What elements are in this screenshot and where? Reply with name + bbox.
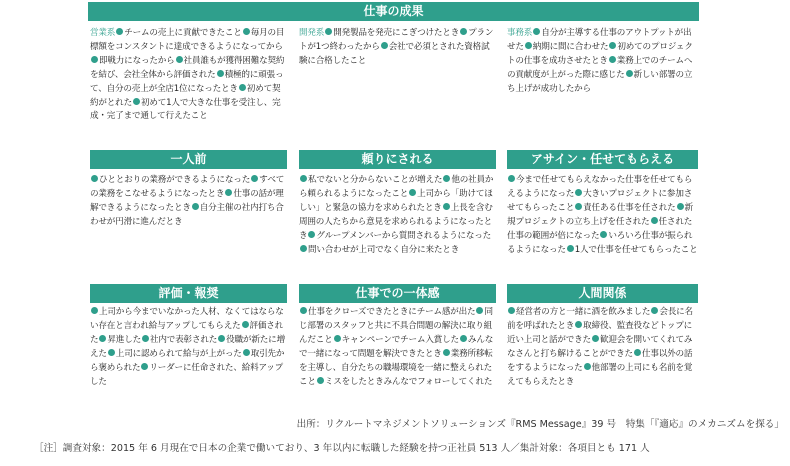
- bullet-icon: [308, 231, 315, 238]
- bullet-icon: [317, 377, 324, 384]
- bullet-icon: [239, 84, 246, 91]
- category-label: 開発系: [299, 28, 325, 38]
- bullet-icon: [609, 42, 616, 49]
- bullet-icon: [91, 175, 98, 182]
- item-text: 仕事以外の話をするようになった: [507, 348, 693, 373]
- item-text: 初めて契約がとれた: [90, 83, 281, 108]
- bullet-icon: [300, 175, 307, 182]
- item-text: 昇進した: [107, 334, 141, 345]
- item-text: 他の社員から頼られるようになったこと: [299, 175, 494, 199]
- item-text: 大きいプロジェクトに参加させてもらったこと: [507, 188, 693, 213]
- item-text: 初めてのプロジェクトの仕事を成功させたとき: [507, 41, 693, 66]
- item-text: 1人で仕事を任せてもらったこと: [574, 244, 698, 255]
- item-text: 同じ部署のスタッフと共に不具合問題の解決に取り組んだこと: [299, 307, 493, 345]
- bullet-icon: [651, 307, 658, 314]
- item-text: 評価された: [90, 320, 284, 345]
- category-label: 事務系: [507, 28, 533, 38]
- bullet-icon: [460, 28, 467, 35]
- bullet-icon: [525, 42, 532, 49]
- item-text: 上長を含む周囲の人たちから意見を求められるようになったとき: [299, 202, 493, 241]
- item-text: プラントが1つ終わったから: [299, 28, 494, 52]
- bullet-icon: [443, 175, 450, 182]
- item-text: 積極的に頑張って、自分の売上が全店1位になったとき: [90, 69, 284, 94]
- section-body-assigned: [507, 174, 698, 257]
- bullet-icon: [133, 98, 140, 105]
- item-text: 役職が新たに増えた: [90, 334, 285, 359]
- bullet-icon: [243, 28, 250, 35]
- item-text: 会社で必須とされた資格試験に合格したこと: [299, 41, 490, 66]
- bullet-icon: [443, 349, 450, 356]
- item-text: 新規プロジェクトの立ち上げを任された: [507, 202, 693, 227]
- item-text: 仕事をクローズできたときにチーム感が出た: [308, 307, 476, 317]
- bullet-icon: [225, 189, 232, 196]
- item-text: 上司に認められて給与が上がった: [115, 348, 242, 359]
- bullet-icon: [567, 245, 574, 252]
- bullet-icon: [634, 349, 641, 356]
- item-text: 毎月の目標額をコンスタントに達成できるようになってから: [90, 28, 285, 52]
- bullet-icon: [176, 56, 183, 63]
- bullet-icon: [91, 307, 98, 314]
- section-header-relied-on: 頼りにされる: [299, 150, 496, 169]
- item-text: チームの売上に貢献できたこと: [124, 28, 242, 38]
- item-text: グループメンバーから質問されるようになった: [316, 230, 492, 241]
- bullet-icon: [575, 189, 582, 196]
- bullet-icon: [651, 217, 658, 224]
- item-text: ミスをしたときみんなでフォローしてくれた: [324, 376, 493, 387]
- bullet-icon: [218, 335, 225, 342]
- bullet-icon: [575, 321, 582, 328]
- section-header-ichininmae: 一人前: [90, 150, 287, 169]
- item-text: 私でないと分からないことが増えた: [308, 175, 443, 185]
- item-text: 納期に間に合わせた: [532, 41, 609, 52]
- section-header-evaluation: 評価・報奨: [90, 284, 287, 303]
- section-header-unity: 仕事での一体感: [299, 284, 496, 303]
- results-office: [507, 27, 698, 97]
- source-citation: 出所：リクルートマネジメントソリューションズ『RMS Message』39 号 特集「『適応』のメカニズムを探る」: [296, 419, 784, 430]
- bullet-icon: [626, 70, 633, 77]
- item-text: キャンペーンでチーム入賞した: [341, 334, 459, 345]
- item-text: 初めて1人で大きな仕事を受注し、完成・完了まで通して行えたこと: [90, 97, 281, 122]
- item-text: 仕事の話が理解できるようになったとき: [90, 188, 284, 213]
- bullet-icon: [600, 231, 607, 238]
- bullet-icon: [108, 349, 115, 356]
- item-text: 今まで任せてもらえなかった仕事を任せてもらえるようになった: [507, 175, 693, 199]
- bullet-icon: [300, 307, 307, 314]
- item-text: すべての業務をこなせるようになったとき: [90, 175, 285, 199]
- bullet-icon: [508, 307, 515, 314]
- bullet-icon: [584, 363, 591, 370]
- bullet-icon: [243, 349, 250, 356]
- bullet-icon: [300, 245, 307, 252]
- bullet-icon: [141, 363, 148, 370]
- category-label: 営業系: [90, 28, 116, 38]
- bullet-icon: [508, 175, 515, 182]
- item-text: 会長に名前を呼ばれたとき: [507, 307, 693, 331]
- bullet-icon: [476, 307, 483, 314]
- item-text: 取引先から褒められた: [90, 348, 285, 373]
- section-body-ichininmae: [90, 174, 287, 230]
- results-header: 仕事の成果: [88, 2, 699, 21]
- bullet-icon: [575, 203, 582, 210]
- item-text: 自分が主導する仕事のアウトプットが出せた: [507, 28, 692, 52]
- bullet-icon: [677, 203, 684, 210]
- bullet-icon: [609, 56, 616, 63]
- bullet-icon: [116, 28, 123, 35]
- item-text: 即戦力になったから: [99, 55, 175, 66]
- item-text: 任された仕事の範囲が倍になった: [507, 216, 693, 241]
- bullet-icon: [99, 335, 106, 342]
- bullet-icon: [217, 70, 224, 77]
- item-text: 業務上でのチームへの貢献度が上がった際に感じた: [507, 55, 693, 80]
- bullet-icon: [142, 335, 149, 342]
- bullet-icon: [91, 56, 98, 63]
- bullet-icon: [334, 335, 341, 342]
- item-text: ひととおりの業務ができるようになった: [99, 175, 251, 185]
- bullet-icon: [533, 28, 540, 35]
- item-text: 責任ある仕事を任された: [583, 202, 676, 213]
- survey-note: ［注］調査対象：2015 年 6 月現在で日本の企業で働いており、3 年以内に転職した経験を持つ正社員 513 人／集計対象：各項目とも 171 人: [34, 443, 650, 454]
- section-header-relationships: 人間関係: [507, 284, 698, 303]
- item-text: 取締役、監査役などトップに近い上司と話ができた: [507, 320, 693, 345]
- item-text: 開発製品を発売にこぎつけたとき: [333, 28, 460, 38]
- section-header-assigned: アサイン・任せてもらえる: [507, 150, 698, 169]
- bullet-icon: [192, 203, 199, 210]
- bullet-icon: [460, 335, 467, 342]
- results-sales: [90, 27, 287, 124]
- item-text: リーダーに任命された、給料アップした: [90, 362, 284, 387]
- bullet-icon: [242, 321, 249, 328]
- bullet-icon: [325, 28, 332, 35]
- results-development: [299, 27, 496, 69]
- item-text: みんなで一緒になって問題を解決できたとき: [299, 334, 494, 359]
- section-body-relied-on: [299, 174, 496, 257]
- item-text: 自分主催の社内打ち合わせが円滑に進んだとき: [90, 202, 284, 227]
- section-body-evaluation: [90, 306, 287, 389]
- section-body-unity: [299, 306, 496, 389]
- item-text: 上司から今までいなかった人材、なくてはならない存在と言われ給与アップしてもらえた: [90, 307, 284, 331]
- bullet-icon: [443, 203, 450, 210]
- bullet-icon: [251, 175, 258, 182]
- item-text: 他部署の上司にも名前を覚えてもらえたとき: [507, 362, 693, 387]
- item-text: 問い合わせが上司でなく自分に来たとき: [308, 244, 460, 255]
- item-text: 歓迎会を開いてくれてみなさんと打ち解けることができた: [507, 334, 693, 359]
- item-text: 上司から「助けてほしい」と緊急の協力を求められたとき: [299, 188, 493, 213]
- bullet-icon: [381, 42, 388, 49]
- item-text: 新しい部署の立ち上げが成功したから: [507, 69, 693, 94]
- bullet-icon: [409, 189, 416, 196]
- item-text: いろいろ仕事が振られるようになった: [507, 230, 693, 255]
- item-text: 経営者の方と一緒に酒を飲みました: [516, 307, 651, 317]
- section-body-relationships: [507, 306, 698, 389]
- item-text: 社内で表彰された: [149, 334, 218, 345]
- bullet-icon: [592, 335, 599, 342]
- item-text: 業務所移転を主導し、自分たちの職場環境を一緒に整えられたこと: [299, 348, 493, 387]
- item-text: 社員誰もが獲得困難な契約を結び、会社全体から評価された: [90, 55, 285, 80]
